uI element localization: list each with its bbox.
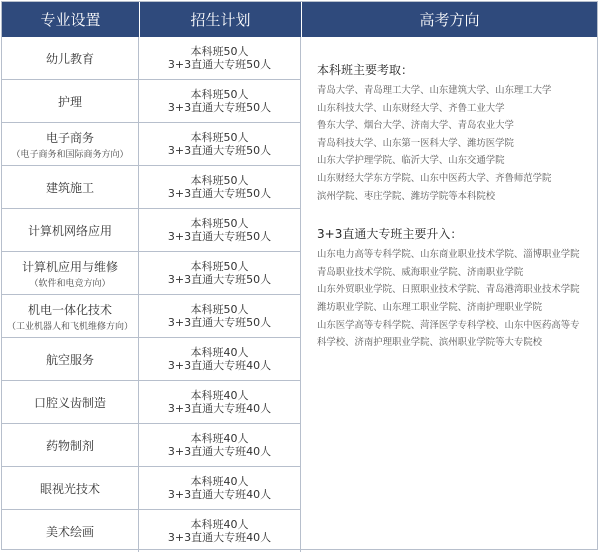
plan-cell: [139, 467, 301, 509]
plan-cell: [139, 123, 301, 165]
major-cell: [2, 252, 139, 294]
major-name: 美术绘画: [45, 524, 94, 539]
major-cell: [2, 80, 139, 122]
major-cell: [2, 467, 139, 509]
plan-bachelor: 本科班50人: [190, 260, 249, 273]
major-cell: [2, 381, 139, 423]
header-plan: 招生计划: [139, 2, 301, 37]
college-heading: 3+3直通大专班主要升入：: [317, 227, 463, 242]
bachelor-schools: 青岛大学、青岛理工大学、山东建筑大学、山东理工大学 山东科技大学、山东财经大学、齐鲁工业大学 鲁东大学、烟台大学、济南大学、青岛农业大学 青岛科技大学、山东第一医科大学、潍坊医学院 山东大学护理学院、临沂大学、山东交通学院 山东财经大学东方学院、山东中医药大学、齐鲁师范学院 滨州学院、枣庄学院、潍坊学院等本科院校: [317, 85, 552, 202]
plan-college: 3+3直通大专班50人: [167, 316, 272, 329]
table-row: [2, 467, 301, 510]
plan-bachelor: 本科班40人: [190, 432, 249, 445]
plan-cell: [139, 510, 301, 552]
table-row: [2, 381, 301, 424]
major-name: 电子商务: [45, 130, 94, 145]
college-schools: 山东电力高等专科学院、山东商业职业技术学院、淄博职业学院 青岛职业技术学院、威海职业学院、济南职业学院 山东外贸职业学院、日照职业技术学院、青岛港湾职业技术学院 潍坊职业学院、山东理工职业学院、济南护理职业学院 山东医学高等专科学院、菏泽医学专科学校、山东中医药高等专 科学校、济南护理职业学院、滨州职业学院等大专院校: [317, 249, 580, 349]
table-row: [2, 209, 301, 252]
plan-cell: [139, 252, 301, 294]
table-row: [2, 510, 301, 552]
plan-cell: [139, 338, 301, 380]
table-row: [2, 166, 301, 209]
table-rows: [2, 37, 301, 552]
plan-college: 3+3直通大专班40人: [167, 531, 272, 544]
plan-college: 3+3直通大专班50人: [167, 187, 272, 200]
major-name: 计算机网络应用: [27, 223, 112, 238]
major-name: 建筑施工: [45, 180, 94, 195]
plan-college: 3+3直通大专班50人: [167, 273, 272, 286]
table-row: [2, 338, 301, 381]
header-major: 专业设置: [2, 2, 139, 37]
plan-cell: [139, 381, 301, 423]
direction-cell: [301, 37, 597, 549]
table-row: [2, 252, 301, 295]
plan-bachelor: 本科班50人: [190, 45, 249, 58]
plan-bachelor: 本科班50人: [190, 174, 249, 187]
major-name: 机电一体化技术: [27, 302, 112, 317]
plan-cell: [139, 295, 301, 337]
plan-bachelor: 本科班50人: [190, 217, 249, 230]
table-row: [2, 424, 301, 467]
table-row: [2, 80, 301, 123]
major-cell: [2, 166, 139, 208]
plan-bachelor: 本科班50人: [190, 88, 249, 101]
plan-college: 3+3直通大专班50人: [167, 58, 272, 71]
plan-college: 3+3直通大专班40人: [167, 488, 272, 501]
plan-bachelor: 本科班50人: [190, 131, 249, 144]
table-row: [2, 295, 301, 338]
major-sub: （电子商务和国际商务方向）: [11, 149, 129, 160]
plan-bachelor: 本科班50人: [190, 303, 249, 316]
header-direction: 高考方向: [301, 2, 597, 37]
major-cell: [2, 295, 139, 337]
enrollment-table: [1, 1, 598, 550]
major-name: 护理: [57, 94, 82, 109]
major-cell: [2, 424, 139, 466]
table-row: [2, 123, 301, 166]
major-name: 航空服务: [45, 352, 94, 367]
major-cell: [2, 123, 139, 165]
plan-college: 3+3直通大专班40人: [167, 445, 272, 458]
plan-cell: [139, 424, 301, 466]
major-cell: [2, 37, 139, 79]
plan-bachelor: 本科班40人: [190, 475, 249, 488]
bachelor-heading: 本科班主要考取：: [317, 63, 414, 77]
major-cell: [2, 209, 139, 251]
plan-bachelor: 本科班40人: [190, 346, 249, 359]
major-name: 计算机应用与维修: [21, 259, 118, 274]
major-cell: [2, 510, 139, 552]
major-sub: （工业机器人和飞机维修方向）: [6, 321, 133, 332]
plan-cell: [139, 166, 301, 208]
plan-college: 3+3直通大专班40人: [167, 402, 272, 415]
plan-bachelor: 本科班40人: [190, 389, 249, 402]
plan-college: 3+3直通大专班50人: [167, 144, 272, 157]
major-name: 口腔义齿制造: [33, 395, 106, 410]
major-cell: [2, 338, 139, 380]
major-name: 幼儿教育: [45, 51, 94, 66]
plan-college: 3+3直通大专班40人: [167, 359, 272, 372]
plan-cell: [139, 209, 301, 251]
major-name: 眼视光技术: [39, 481, 100, 496]
plan-bachelor: 本科班40人: [190, 518, 249, 531]
plan-cell: [139, 80, 301, 122]
plan-college: 3+3直通大专班50人: [167, 101, 272, 114]
plan-college: 3+3直通大专班50人: [167, 230, 272, 243]
table-row: [2, 37, 301, 80]
major-name: 药物制剂: [45, 438, 94, 453]
major-sub: （软件和电竞方向）: [29, 278, 111, 289]
plan-cell: [139, 37, 301, 79]
